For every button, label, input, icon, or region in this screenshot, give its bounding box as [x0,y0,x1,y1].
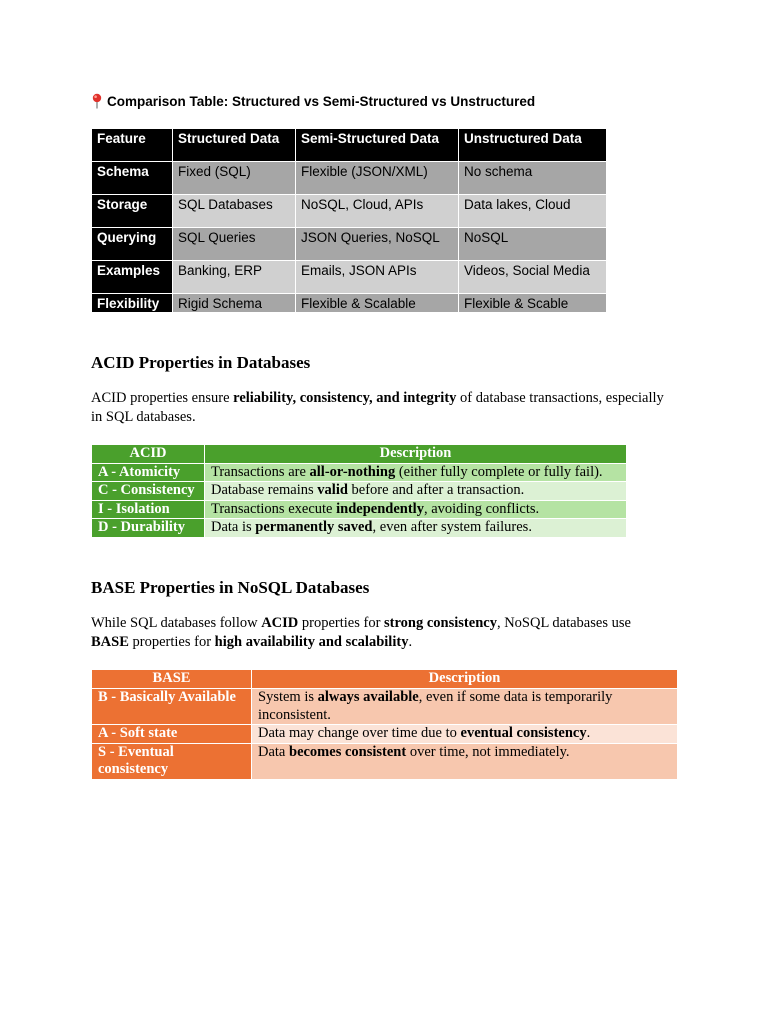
row-label: A - Atomicity [92,463,205,482]
table-cell: Banking, ERP [173,261,296,294]
table-row [92,743,678,779]
comparison-header-row [92,129,607,162]
header-cell: Structured Data [173,129,296,162]
table-row [92,500,627,519]
table-row [92,463,627,482]
table-row [92,261,607,294]
table-cell: SQL Queries [173,228,296,261]
table-cell: Database remains valid before and after a transaction. [205,482,627,501]
header-cell: BASE [92,670,252,689]
comparison-heading-text: Comparison Table: Structured vs Semi-Structured vs Unstructured [107,93,536,109]
table-cell: Data may change over time due to eventual consistency. [252,725,678,744]
table-cell: System is always available, even if some data is temporarily inconsistent. [252,689,678,725]
pushpin-icon [91,93,103,109]
base-table [91,669,678,780]
table-cell: NoSQL [459,228,607,261]
table-cell: Videos, Social Media [459,261,607,294]
table-cell: Flexible & Scalable [296,294,459,313]
table-row [92,689,678,725]
table-cell: Emails, JSON APIs [296,261,459,294]
row-label: A - Soft state [92,725,252,744]
row-label: Flexibility [92,294,173,313]
row-label: C - Consistency [92,482,205,501]
table-cell: Data is permanently saved, even after system failures. [205,519,627,538]
table-cell: NoSQL, Cloud, APIs [296,195,459,228]
header-cell: Description [205,445,627,464]
acid-intro: ACID properties ensure reliability, consistency, and integrity of database transactions, especially in SQL databases. [91,390,664,425]
row-label: Storage [92,195,173,228]
row-label: B - Basically Available [92,689,252,725]
acid-table [91,444,627,538]
table-row [92,482,627,501]
row-label: Querying [92,228,173,261]
table-cell: Fixed (SQL) [173,162,296,195]
header-cell: Description [252,670,678,689]
comparison-heading [91,93,535,109]
table-cell: JSON Queries, NoSQL [296,228,459,261]
acid-header-row [92,445,627,464]
base-title: BASE Properties in NoSQL Databases [91,578,370,597]
acid-title: ACID Properties in Databases [91,353,311,372]
table-row [92,294,607,313]
row-label: Examples [92,261,173,294]
header-cell: Semi-Structured Data [296,129,459,162]
header-cell: ACID [92,445,205,464]
row-label: I - Isolation [92,500,205,519]
base-header-row [92,670,678,689]
table-cell: Data becomes consistent over time, not immediately. [252,743,678,779]
table-row [92,725,678,744]
header-cell: Feature [92,129,173,162]
table-row [92,519,627,538]
comparison-table [91,128,607,313]
table-cell: Flexible (JSON/XML) [296,162,459,195]
row-label: S - Eventual consistency [92,743,252,779]
table-cell: Transactions are all-or-nothing (either fully complete or fully fail). [205,463,627,482]
row-label: D - Durability [92,519,205,538]
table-row [92,195,607,228]
table-cell: Data lakes, Cloud [459,195,607,228]
table-cell: Flexible & Scable [459,294,607,313]
table-row [92,228,607,261]
base-intro: While SQL databases follow ACID properties for strong consistency, NoSQL databases use BASE properties for high availability and scalability. [91,615,631,650]
table-cell: No schema [459,162,607,195]
table-cell: SQL Databases [173,195,296,228]
header-cell: Unstructured Data [459,129,607,162]
table-cell: Transactions execute independently, avoiding conflicts. [205,500,627,519]
table-row [92,162,607,195]
row-label: Schema [92,162,173,195]
table-cell: Rigid Schema [173,294,296,313]
